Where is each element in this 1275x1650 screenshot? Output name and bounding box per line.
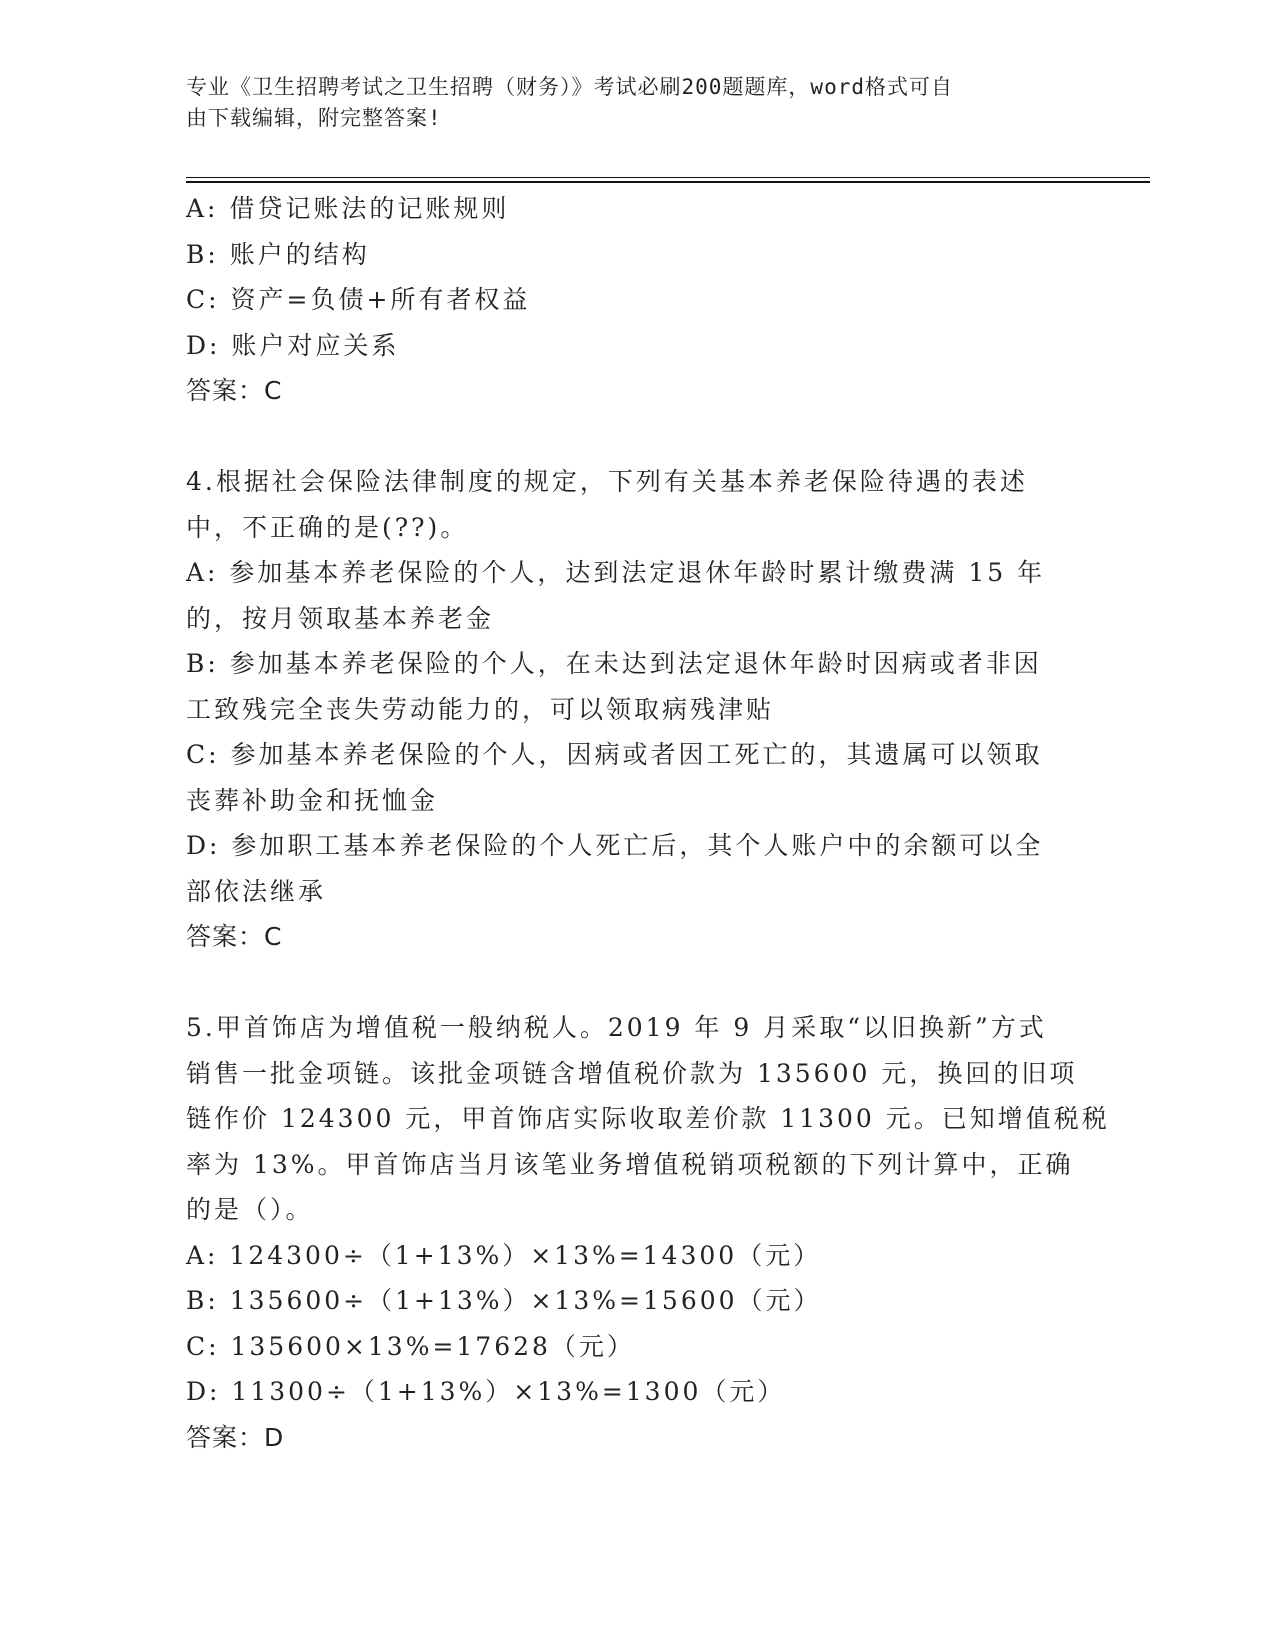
q5-option-d: D: 11300÷（1+13%）×13%=1300（元）: [186, 1377, 786, 1406]
spacer: [186, 960, 1086, 1006]
q5-answer: 答案：D: [186, 1422, 285, 1452]
q4-option-b-line-1: B: 参加基本养老保险的个人，在未达到法定退休年龄时因病或者非因: [186, 649, 1042, 678]
q5-stem-line-4: 率为 13%。甲首饰店当月该笔业务增值税销项税额的下列计算中，正确: [186, 1149, 1074, 1179]
header-line-1: 专业《卫生招聘考试之卫生招聘（财务）》考试必刷200题题库，word格式可自: [186, 75, 953, 99]
q4-option-b-line-2: 工致残完全丧失劳动能力的，可以领取病残津贴: [186, 694, 775, 724]
q4-option-a-line-1: A: 参加基本养老保险的个人，达到法定退休年龄时累计缴费满 15 年: [186, 558, 1046, 587]
question-3-block: [186, 186, 1086, 414]
document-body: [186, 186, 1110, 1460]
q3-option-b: B: 账户的结构: [186, 239, 370, 269]
q4-option-c-line-1: C: 参加基本养老保险的个人，因病或者因工死亡的，其遗属可以领取: [186, 740, 1043, 769]
q5-stem-line-1: 5.甲首饰店为增值税一般纳税人。2019 年 9 月采取“以旧换新”方式: [186, 1013, 1047, 1042]
q3-option-c: C: 资产=负债+所有者权益: [186, 285, 531, 314]
header-divider-thick: [186, 181, 1150, 183]
q5-stem-line-5: 的是（）。: [186, 1195, 314, 1224]
document-header: [186, 72, 1066, 134]
q4-stem-line-2: 中，不正确的是(??)。: [186, 512, 469, 542]
q5-option-c: C: 135600×13%=17628（元）: [186, 1331, 635, 1361]
q5-stem-line-2: 销售一批金项链。该批金项链含增值税价款为 135600 元，换回的旧项: [186, 1058, 1078, 1088]
header-divider-thin: [186, 177, 1150, 178]
q4-option-d-line-2: 部依法继承: [186, 876, 327, 906]
question-4-block: [186, 459, 1086, 960]
q5-option-a: A: 124300÷（1+13%）×13%=14300（元）: [186, 1240, 822, 1270]
q5-stem-line-3: 链作价 124300 元，甲首饰店实际收取差价款 11300 元。已知增值税税: [186, 1104, 1110, 1133]
q3-answer: 答案：C: [186, 376, 283, 405]
header-line-2: 由下载编辑，附完整答案!: [186, 106, 442, 130]
q3-option-d: D: 账户对应关系: [186, 330, 400, 360]
q4-answer: 答案：C: [186, 922, 283, 951]
q4-option-d-line-1: D: 参加职工基本养老保险的个人死亡后，其个人账户中的余额可以全: [186, 831, 1044, 860]
q3-option-a: A: 借贷记账法的记账规则: [186, 194, 510, 223]
spacer: [186, 414, 1086, 460]
q5-option-b: B: 135600÷（1+13%）×13%=15600（元）: [186, 1286, 822, 1315]
q4-stem-line-1: 4.根据社会保险法律制度的规定，下列有关基本养老保险待遇的表述: [186, 467, 1028, 496]
q4-option-a-line-2: 的，按月领取基本养老金: [186, 603, 495, 633]
question-5-block: [186, 1005, 1110, 1460]
q4-option-c-line-2: 丧葬补助金和抚恤金: [186, 785, 439, 815]
